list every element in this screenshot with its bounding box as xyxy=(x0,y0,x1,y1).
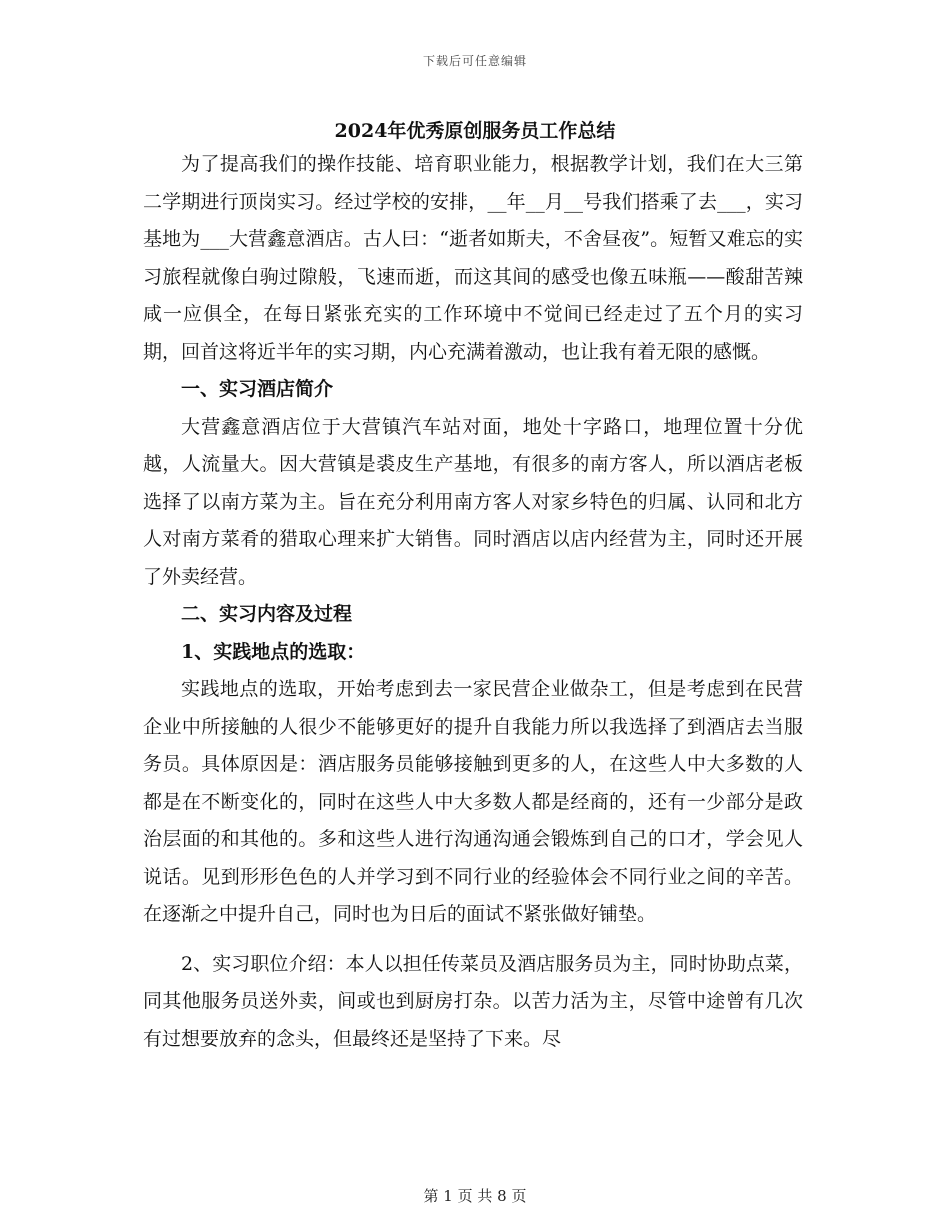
document-title: 2024年优秀原创服务员工作总结 xyxy=(334,120,616,142)
page-number: 第 1 页 共 8 页 xyxy=(423,1187,527,1205)
section-heading-2: 二、实习内容及过程 xyxy=(181,603,353,625)
document-body xyxy=(143,146,803,1058)
location-choice-paragraph: 实践地点的选取，开始考虑到去一家民营企业做杂工，但是考虑到在民营企业中所接触的人很少不能够更好的提升自我能力所以我选择了到酒店去当服务员。具体原因是：酒店服务员能够接触到更多的人，在这些人中大多数的人都是在不断变化的，同时在这些人中大多数人都是经商的，还有一少部分是政治层面的和其他的。多和这些人进行沟通沟通会锻炼到自己的口才，学会见人说话。见到形形色色的人并学习到不同行业的经验体会不同行业之间的辛苦。在逐渐之中提升自己，同时也为日后的面试不紧张做好铺垫。 xyxy=(143,678,803,925)
subsection-heading-1: 1、实践地点的选取： xyxy=(181,640,366,663)
hotel-intro-paragraph: 大营鑫意酒店位于大营镇汽车站对面，地处十字路口，地理位置十分优越，人流量大。因大营镇是裘皮生产基地，有很多的南方客人，所以酒店老板选择了以南方菜为主。旨在充分利用南方客人对家乡特色的归属、认同和北方人对南方菜肴的猎取心理来扩大销售。同时酒店以店内经营为主，同时还开展了外卖经营。 xyxy=(143,415,803,588)
intro-paragraph: 为了提高我们的操作技能、培育职业能力，根据教学计划，我们在大三第二学期进行顶岗实习。经过学校的安排，__年__月__号我们搭乘了去___，实习基地为___大营鑫意酒店。古人曰：“逝者如斯夫，不舍昼夜”。短暂又难忘的实习旅程就像白驹过隙般，飞速而逝，而这其间的感受也像五味瓶——酸甜苦辣咸一应俱全，在每日紧张充实的工作环境中不觉间已经走过了五个月的实习期，回首这将近半年的实习期，内心充满着激动，也让我有着无限的感慨。 xyxy=(143,153,803,363)
position-intro-paragraph: 2、实习职位介绍：本人以担任传菜员及酒店服务员为主，同时协助点菜，同其他服务员送外卖，间或也到厨房打杂。以苦力活为主，尽管中途曾有几次有过想要放弃的念头，但最终还是坚持了下来。尽 xyxy=(143,952,803,1050)
page-header-note: 下载后可任意编辑 xyxy=(422,54,527,68)
section-heading-1: 一、实习酒店简介 xyxy=(181,378,334,400)
